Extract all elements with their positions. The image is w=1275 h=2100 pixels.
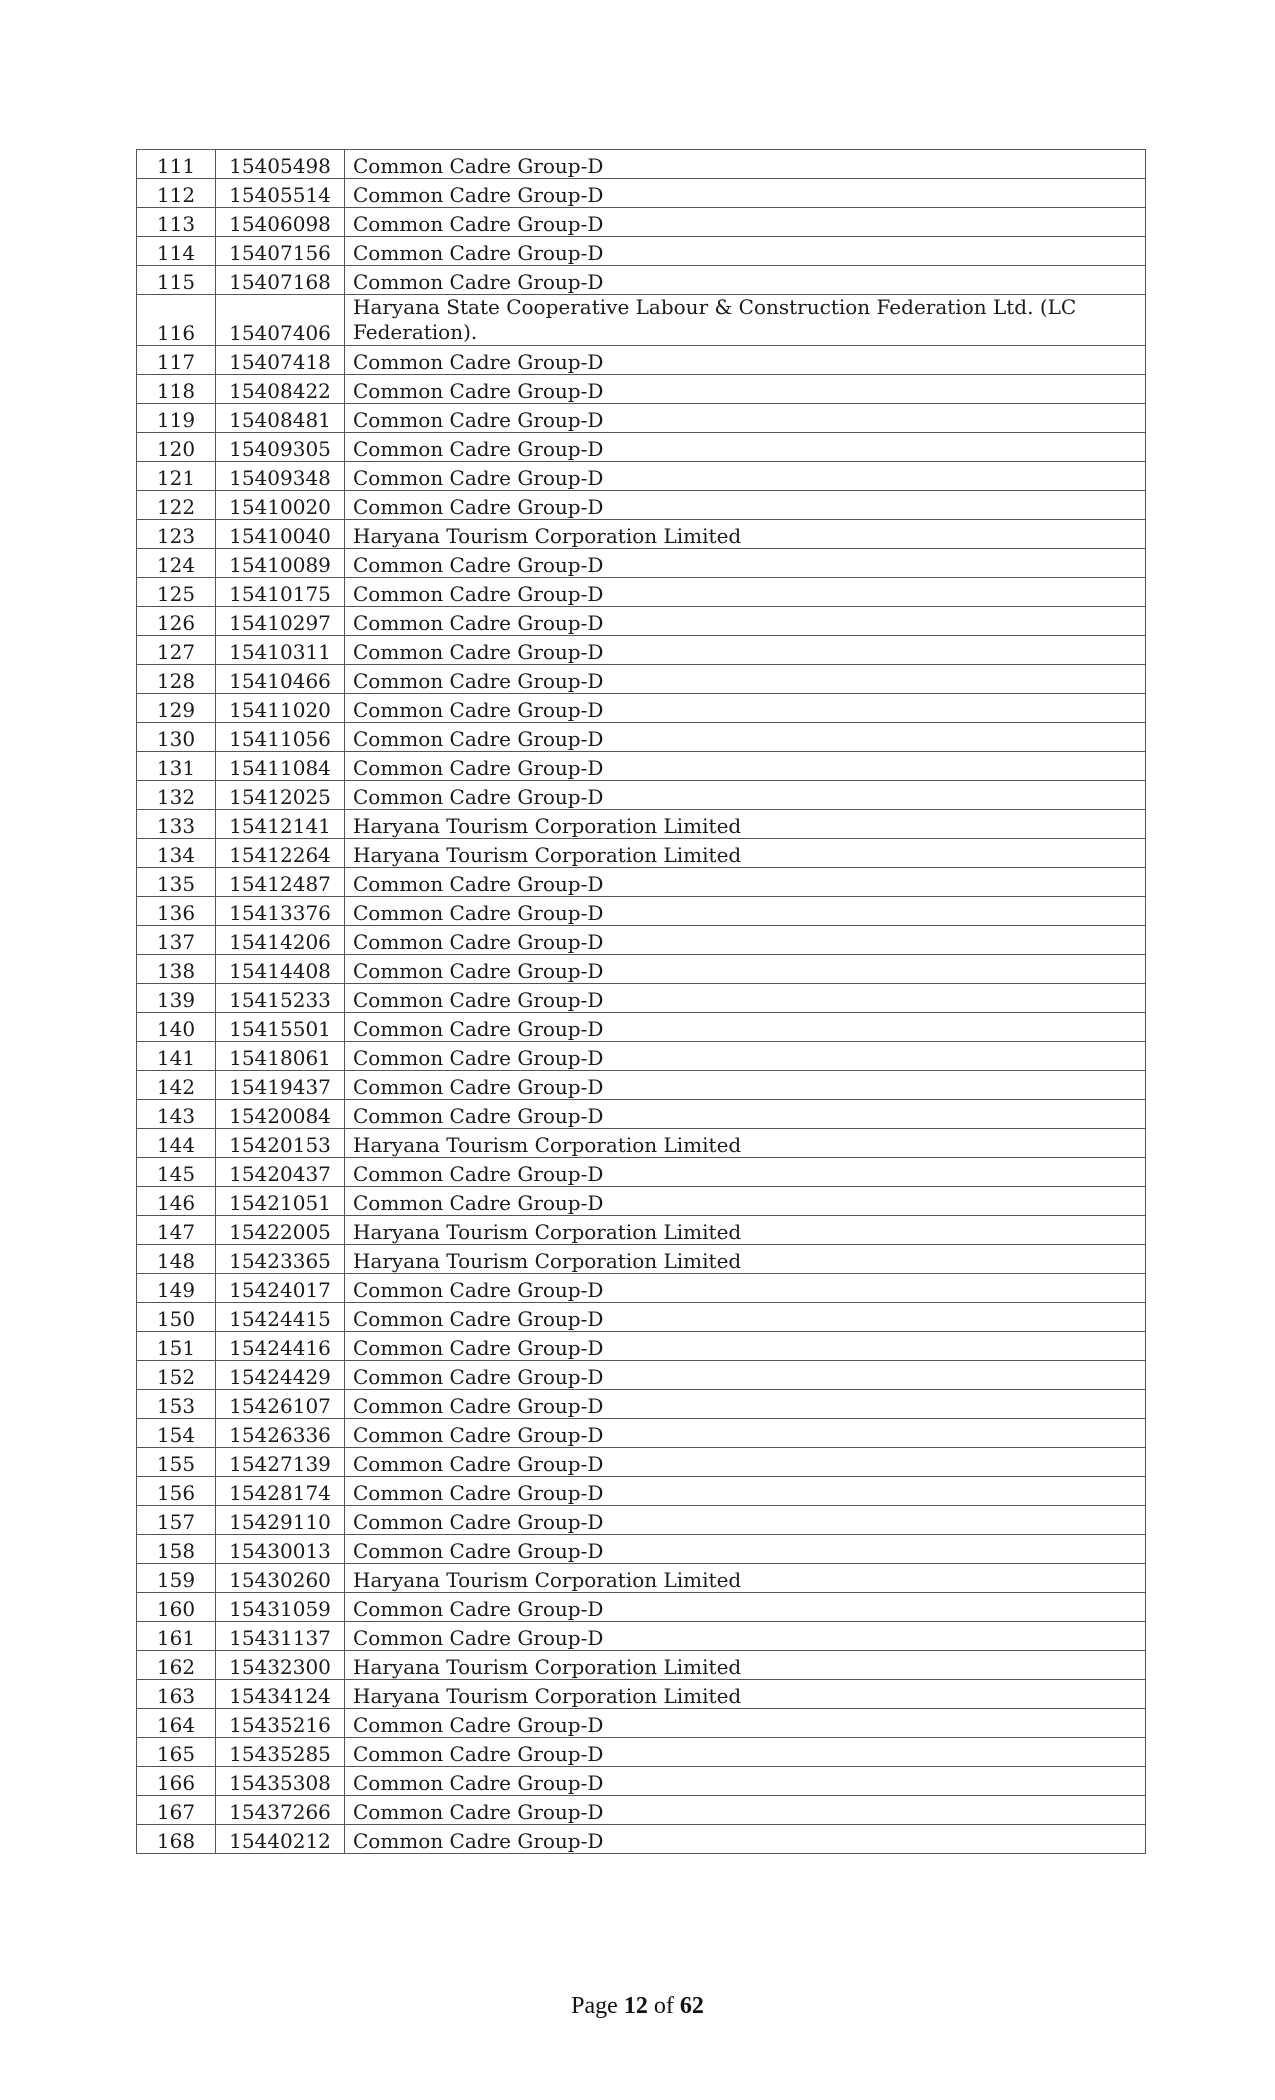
- department-cell: Haryana Tourism Corporation Limited: [345, 839, 1146, 868]
- department-cell: Common Cadre Group-D: [345, 266, 1146, 295]
- table-row: [137, 295, 1146, 346]
- registration-number-cell: 15410040: [216, 520, 345, 549]
- table-row: [137, 636, 1146, 665]
- department-cell: Haryana Tourism Corporation Limited: [345, 1651, 1146, 1680]
- registration-number-cell: 15414408: [216, 955, 345, 984]
- registration-number-cell: 15415233: [216, 984, 345, 1013]
- serial-number-cell: 148: [137, 1245, 216, 1274]
- registration-number-cell: 15408422: [216, 375, 345, 404]
- serial-number-cell: 151: [137, 1332, 216, 1361]
- registration-number-cell: 15409348: [216, 462, 345, 491]
- table-row: [137, 1680, 1146, 1709]
- serial-number-cell: 121: [137, 462, 216, 491]
- department-cell: Common Cadre Group-D: [345, 636, 1146, 665]
- serial-number-cell: 118: [137, 375, 216, 404]
- table-body: [137, 150, 1146, 1854]
- of-word: of: [653, 1993, 674, 2019]
- serial-number-cell: 156: [137, 1477, 216, 1506]
- serial-number-cell: 126: [137, 607, 216, 636]
- department-cell: Common Cadre Group-D: [345, 868, 1146, 897]
- department-cell: Common Cadre Group-D: [345, 1535, 1146, 1564]
- table-row: [137, 346, 1146, 375]
- table-row: [137, 491, 1146, 520]
- serial-number-cell: 127: [137, 636, 216, 665]
- serial-number-cell: 131: [137, 752, 216, 781]
- department-cell: Common Cadre Group-D: [345, 1013, 1146, 1042]
- serial-number-cell: 141: [137, 1042, 216, 1071]
- table-row: [137, 375, 1146, 404]
- registration-number-cell: 15405498: [216, 150, 345, 179]
- table-row: [137, 1071, 1146, 1100]
- registration-number-cell: 15407156: [216, 237, 345, 266]
- department-cell: Haryana Tourism Corporation Limited: [345, 1680, 1146, 1709]
- registration-number-cell: 15431059: [216, 1593, 345, 1622]
- serial-number-cell: 138: [137, 955, 216, 984]
- serial-number-cell: 114: [137, 237, 216, 266]
- table-row: [137, 179, 1146, 208]
- department-cell: Common Cadre Group-D: [345, 346, 1146, 375]
- serial-number-cell: 159: [137, 1564, 216, 1593]
- serial-number-cell: 119: [137, 404, 216, 433]
- table-row: [137, 897, 1146, 926]
- table-row: [137, 150, 1146, 179]
- department-cell: Haryana Tourism Corporation Limited: [345, 1216, 1146, 1245]
- serial-number-cell: 139: [137, 984, 216, 1013]
- department-cell: Haryana Tourism Corporation Limited: [345, 1245, 1146, 1274]
- registration-number-cell: 15429110: [216, 1506, 345, 1535]
- registration-number-cell: 15420084: [216, 1100, 345, 1129]
- table-row: [137, 926, 1146, 955]
- table-row: [137, 984, 1146, 1013]
- table-row: [137, 723, 1146, 752]
- table-row: [137, 1738, 1146, 1767]
- registration-number-cell: 15431137: [216, 1622, 345, 1651]
- registration-number-cell: 15435216: [216, 1709, 345, 1738]
- department-cell: Haryana Tourism Corporation Limited: [345, 520, 1146, 549]
- serial-number-cell: 152: [137, 1361, 216, 1390]
- table-row: [137, 1593, 1146, 1622]
- serial-number-cell: 144: [137, 1129, 216, 1158]
- serial-number-cell: 122: [137, 491, 216, 520]
- department-cell: Common Cadre Group-D: [345, 723, 1146, 752]
- registration-number-cell: 15430013: [216, 1535, 345, 1564]
- department-cell: Common Cadre Group-D: [345, 1303, 1146, 1332]
- table-row: [137, 1825, 1146, 1854]
- department-cell: Common Cadre Group-D: [345, 491, 1146, 520]
- department-cell: Common Cadre Group-D: [345, 984, 1146, 1013]
- department-cell: Common Cadre Group-D: [345, 462, 1146, 491]
- registration-number-cell: 15421051: [216, 1187, 345, 1216]
- department-cell: Common Cadre Group-D: [345, 375, 1146, 404]
- department-cell: Common Cadre Group-D: [345, 1767, 1146, 1796]
- registration-number-cell: 15423365: [216, 1245, 345, 1274]
- table-row: [137, 1361, 1146, 1390]
- registration-number-cell: 15405514: [216, 179, 345, 208]
- registration-number-cell: 15418061: [216, 1042, 345, 1071]
- table-row: [137, 1245, 1146, 1274]
- registration-number-cell: 15426336: [216, 1419, 345, 1448]
- department-cell: Common Cadre Group-D: [345, 1274, 1146, 1303]
- department-cell: Common Cadre Group-D: [345, 1477, 1146, 1506]
- table-row: [137, 1448, 1146, 1477]
- serial-number-cell: 134: [137, 839, 216, 868]
- serial-number-cell: 111: [137, 150, 216, 179]
- serial-number-cell: 123: [137, 520, 216, 549]
- serial-number-cell: 135: [137, 868, 216, 897]
- registration-number-cell: 15410466: [216, 665, 345, 694]
- registration-number-cell: 15407406: [216, 295, 345, 346]
- registration-number-cell: 15412025: [216, 781, 345, 810]
- registration-number-cell: 15412264: [216, 839, 345, 868]
- table-row: [137, 665, 1146, 694]
- page-word: Page: [571, 1993, 618, 2019]
- registration-number-cell: 15420153: [216, 1129, 345, 1158]
- serial-number-cell: 125: [137, 578, 216, 607]
- serial-number-cell: 133: [137, 810, 216, 839]
- registration-number-cell: 15408481: [216, 404, 345, 433]
- registration-number-cell: 15424415: [216, 1303, 345, 1332]
- department-cell: Common Cadre Group-D: [345, 1100, 1146, 1129]
- department-cell: Common Cadre Group-D: [345, 694, 1146, 723]
- serial-number-cell: 142: [137, 1071, 216, 1100]
- serial-number-cell: 168: [137, 1825, 216, 1854]
- table-row: [137, 520, 1146, 549]
- department-cell: Common Cadre Group-D: [345, 179, 1146, 208]
- serial-number-cell: 160: [137, 1593, 216, 1622]
- table-row: [137, 781, 1146, 810]
- department-cell: Common Cadre Group-D: [345, 665, 1146, 694]
- registration-number-cell: 15411084: [216, 752, 345, 781]
- registration-number-cell: 15411020: [216, 694, 345, 723]
- department-cell: Haryana State Cooperative Labour & Construction Federation Ltd. (LC Federation).: [345, 295, 1146, 346]
- department-cell: Common Cadre Group-D: [345, 1419, 1146, 1448]
- department-cell: Common Cadre Group-D: [345, 1390, 1146, 1419]
- serial-number-cell: 164: [137, 1709, 216, 1738]
- table-row: [137, 237, 1146, 266]
- serial-number-cell: 158: [137, 1535, 216, 1564]
- department-cell: Common Cadre Group-D: [345, 1158, 1146, 1187]
- registration-number-cell: 15432300: [216, 1651, 345, 1680]
- department-cell: Common Cadre Group-D: [345, 549, 1146, 578]
- registration-number-cell: 15437266: [216, 1796, 345, 1825]
- table-row: [137, 810, 1146, 839]
- allocation-table: [136, 149, 1146, 1854]
- registration-number-cell: 15410175: [216, 578, 345, 607]
- department-cell: Haryana Tourism Corporation Limited: [345, 810, 1146, 839]
- page-current-number: 12: [623, 1993, 648, 2019]
- serial-number-cell: 162: [137, 1651, 216, 1680]
- department-cell: Common Cadre Group-D: [345, 1448, 1146, 1477]
- department-cell: Common Cadre Group-D: [345, 752, 1146, 781]
- registration-number-cell: 15414206: [216, 926, 345, 955]
- registration-number-cell: 15406098: [216, 208, 345, 237]
- table-row: [137, 1303, 1146, 1332]
- department-cell: Common Cadre Group-D: [345, 1071, 1146, 1100]
- registration-number-cell: 15440212: [216, 1825, 345, 1854]
- serial-number-cell: 130: [137, 723, 216, 752]
- serial-number-cell: 124: [137, 549, 216, 578]
- serial-number-cell: 112: [137, 179, 216, 208]
- registration-number-cell: 15407168: [216, 266, 345, 295]
- table-row: [137, 1477, 1146, 1506]
- serial-number-cell: 137: [137, 926, 216, 955]
- table-row: [137, 1100, 1146, 1129]
- registration-number-cell: 15410311: [216, 636, 345, 665]
- serial-number-cell: 155: [137, 1448, 216, 1477]
- registration-number-cell: 15415501: [216, 1013, 345, 1042]
- registration-number-cell: 15435285: [216, 1738, 345, 1767]
- table-row: [137, 1535, 1146, 1564]
- serial-number-cell: 117: [137, 346, 216, 375]
- registration-number-cell: 15422005: [216, 1216, 345, 1245]
- department-cell: Common Cadre Group-D: [345, 1332, 1146, 1361]
- page-total-number: 62: [679, 1993, 704, 2019]
- department-cell: Common Cadre Group-D: [345, 150, 1146, 179]
- registration-number-cell: 15435308: [216, 1767, 345, 1796]
- department-cell: Common Cadre Group-D: [345, 926, 1146, 955]
- department-cell: Common Cadre Group-D: [345, 1622, 1146, 1651]
- serial-number-cell: 140: [137, 1013, 216, 1042]
- registration-number-cell: 15411056: [216, 723, 345, 752]
- registration-number-cell: 15409305: [216, 433, 345, 462]
- table-row: [137, 1129, 1146, 1158]
- table-row: [137, 1274, 1146, 1303]
- registration-number-cell: 15410089: [216, 549, 345, 578]
- table-row: [137, 1796, 1146, 1825]
- serial-number-cell: 165: [137, 1738, 216, 1767]
- department-cell: Haryana Tourism Corporation Limited: [345, 1564, 1146, 1593]
- department-cell: Common Cadre Group-D: [345, 1593, 1146, 1622]
- serial-number-cell: 166: [137, 1767, 216, 1796]
- table-row: [137, 752, 1146, 781]
- serial-number-cell: 147: [137, 1216, 216, 1245]
- registration-number-cell: 15430260: [216, 1564, 345, 1593]
- serial-number-cell: 113: [137, 208, 216, 237]
- serial-number-cell: 115: [137, 266, 216, 295]
- table-row: [137, 694, 1146, 723]
- department-cell: Common Cadre Group-D: [345, 1361, 1146, 1390]
- serial-number-cell: 154: [137, 1419, 216, 1448]
- serial-number-cell: 149: [137, 1274, 216, 1303]
- table-row: [137, 1506, 1146, 1535]
- department-cell: Common Cadre Group-D: [345, 1738, 1146, 1767]
- serial-number-cell: 132: [137, 781, 216, 810]
- table-row: [137, 1651, 1146, 1680]
- table-row: [137, 404, 1146, 433]
- table-row: [137, 868, 1146, 897]
- table-row: [137, 1158, 1146, 1187]
- registration-number-cell: 15420437: [216, 1158, 345, 1187]
- page-footer: [0, 1993, 1275, 2020]
- serial-number-cell: 153: [137, 1390, 216, 1419]
- table-row: [137, 1390, 1146, 1419]
- registration-number-cell: 15424416: [216, 1332, 345, 1361]
- registration-number-cell: 15426107: [216, 1390, 345, 1419]
- table-row: [137, 1332, 1146, 1361]
- table-row: [137, 1709, 1146, 1738]
- table-row: [137, 955, 1146, 984]
- table-row: [137, 433, 1146, 462]
- serial-number-cell: 129: [137, 694, 216, 723]
- serial-number-cell: 150: [137, 1303, 216, 1332]
- table-row: [137, 1013, 1146, 1042]
- serial-number-cell: 128: [137, 665, 216, 694]
- serial-number-cell: 116: [137, 295, 216, 346]
- table-row: [137, 578, 1146, 607]
- registration-number-cell: 15410020: [216, 491, 345, 520]
- registration-number-cell: 15410297: [216, 607, 345, 636]
- registration-number-cell: 15412487: [216, 868, 345, 897]
- table-row: [137, 1419, 1146, 1448]
- table-row: [137, 607, 1146, 636]
- table-row: [137, 549, 1146, 578]
- department-cell: Common Cadre Group-D: [345, 1187, 1146, 1216]
- department-cell: Common Cadre Group-D: [345, 1825, 1146, 1854]
- table-row: [137, 1187, 1146, 1216]
- department-cell: Common Cadre Group-D: [345, 781, 1146, 810]
- department-cell: Common Cadre Group-D: [345, 404, 1146, 433]
- serial-number-cell: 157: [137, 1506, 216, 1535]
- registration-number-cell: 15428174: [216, 1477, 345, 1506]
- department-cell: Haryana Tourism Corporation Limited: [345, 1129, 1146, 1158]
- department-cell: Common Cadre Group-D: [345, 237, 1146, 266]
- table-row: [137, 1042, 1146, 1071]
- department-cell: Common Cadre Group-D: [345, 578, 1146, 607]
- department-cell: Common Cadre Group-D: [345, 1709, 1146, 1738]
- table-row: [137, 1564, 1146, 1593]
- serial-number-cell: 167: [137, 1796, 216, 1825]
- serial-number-cell: 136: [137, 897, 216, 926]
- serial-number-cell: 120: [137, 433, 216, 462]
- serial-number-cell: 163: [137, 1680, 216, 1709]
- table-row: [137, 1216, 1146, 1245]
- registration-number-cell: 15407418: [216, 346, 345, 375]
- table-row: [137, 208, 1146, 237]
- department-cell: Common Cadre Group-D: [345, 208, 1146, 237]
- registration-number-cell: 15427139: [216, 1448, 345, 1477]
- department-cell: Common Cadre Group-D: [345, 607, 1146, 636]
- registration-number-cell: 15424429: [216, 1361, 345, 1390]
- serial-number-cell: 145: [137, 1158, 216, 1187]
- registration-number-cell: 15434124: [216, 1680, 345, 1709]
- department-cell: Common Cadre Group-D: [345, 433, 1146, 462]
- serial-number-cell: 146: [137, 1187, 216, 1216]
- serial-number-cell: 143: [137, 1100, 216, 1129]
- department-cell: Common Cadre Group-D: [345, 897, 1146, 926]
- registration-number-cell: 15419437: [216, 1071, 345, 1100]
- department-cell: Common Cadre Group-D: [345, 1796, 1146, 1825]
- table-row: [137, 1622, 1146, 1651]
- table-row: [137, 839, 1146, 868]
- registration-number-cell: 15413376: [216, 897, 345, 926]
- department-cell: Common Cadre Group-D: [345, 1506, 1146, 1535]
- department-cell: Common Cadre Group-D: [345, 1042, 1146, 1071]
- serial-number-cell: 161: [137, 1622, 216, 1651]
- registration-number-cell: 15424017: [216, 1274, 345, 1303]
- table-row: [137, 266, 1146, 295]
- registration-number-cell: 15412141: [216, 810, 345, 839]
- table-row: [137, 462, 1146, 491]
- department-cell: Common Cadre Group-D: [345, 955, 1146, 984]
- table-row: [137, 1767, 1146, 1796]
